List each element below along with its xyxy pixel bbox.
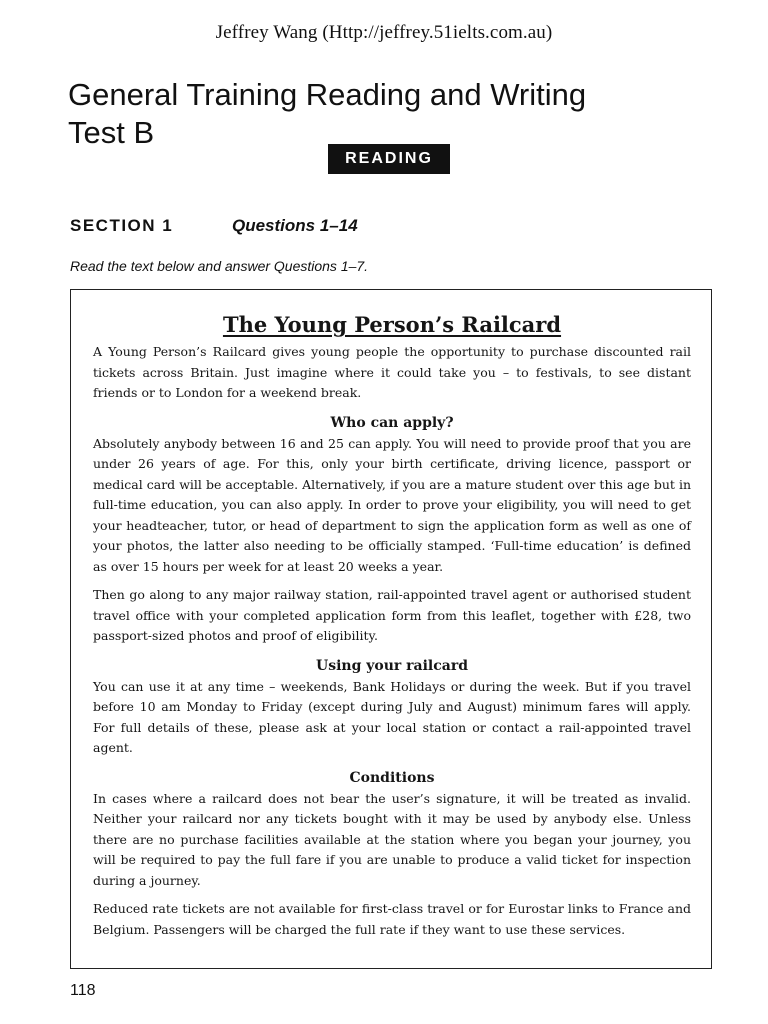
eligibility-paragraph: Absolutely anybody between 16 and 25 can apply. You will need to provide proof that you are under 26 years of age. For this, only your birth certificate, driving licence, passport or medical card will be acceptable. Alternatively, if you are a mature student over this age but in full-time education, you can also apply. In order to prove your eligibility, you will need to get your headteacher, tutor, or head of department to sign the application form as well as one of your photos, the latter also needing to be officially stamped. ‘Full-time education’ is defined as over 15 hours per week for at least 20 weeks a year. (93, 435, 691, 574)
heading-using-railcard: Using your railcard (316, 657, 468, 674)
usage-paragraph: You can use it at any time – weekends, Bank Holidays or during the week. But if you travel before 10 am Monday to Friday (except during July and August) minimum fares will apply. For full details of these, please ask at your local station or contact a rail-appointed travel agent. (93, 678, 691, 755)
instruction-text: Read the text below and answer Questions 1–7. (70, 258, 369, 274)
heading-who-can-apply: Who can apply? (330, 414, 454, 431)
passage-title: The Young Person’s Railcard (222, 312, 562, 337)
reduced-rate-paragraph: Reduced rate tickets are not available for first-class travel or for Eurostar links to France and Belgium. Passengers will be charged the full rate if they want to use these services. (93, 901, 691, 937)
passage-box (70, 289, 712, 969)
passage-content (93, 312, 691, 944)
questions-range: Questions 1–14 (232, 216, 358, 235)
section-label: SECTION 1 (70, 216, 174, 235)
intro-paragraph: A Young Person’s Railcard gives young people the opportunity to purchase discounted rail tickets across Britain. Just imagine where it could take you – to festivals, to see distant friends or to London for a weekend break. (93, 344, 691, 400)
application-paragraph: Then go along to any major railway station, rail-appointed travel agent or authorised student travel office with your completed application form from this leaflet, together with £28, two passport-sized photos and proof of eligibility. (93, 587, 691, 643)
page-header: Jeffrey Wang (Http://jeffrey.51ielts.com.au) (215, 22, 553, 43)
heading-conditions: Conditions (349, 769, 435, 786)
conditions-paragraph: In cases where a railcard does not bear the user’s signature, it will be treated as invalid. Neither your railcard nor any tickets bought with it may be used by anybody else. Unless there are no purchase facilities available at the station where you began your journey, you will be required to pay the full fare if you are unable to produce a valid ticket for inspection during a journey. (93, 790, 691, 888)
test-title-line-2: Test B (68, 115, 155, 150)
test-title-line-1: General Training Reading and Writing (68, 77, 587, 112)
test-title (68, 76, 708, 152)
reading-badge: READING (328, 144, 450, 174)
page-number: 118 (70, 982, 96, 999)
